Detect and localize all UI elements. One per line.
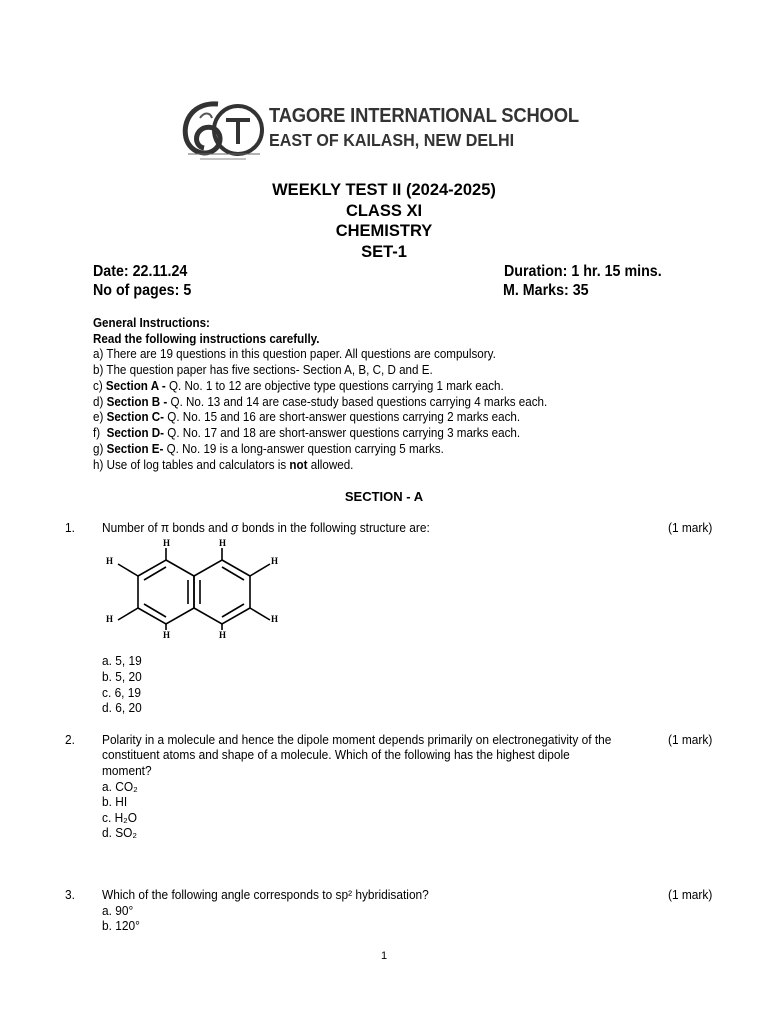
instruction-e: e) Section C- Q. No. 15 and 16 are short-answer questions carrying 2 marks each.: [93, 410, 521, 424]
instruction-d: d) Section B - Q. No. 13 and 14 are case-study based questions carrying 4 marks each.: [93, 395, 548, 409]
exam-date: Date: 22.11.24: [93, 263, 188, 280]
hydrogen-atom-label: H: [271, 614, 279, 624]
hydrogen-atom-label: H: [219, 538, 227, 548]
instructions-heading: General Instructions:: [93, 316, 210, 330]
question-2-marks: (1 mark): [668, 732, 713, 747]
set-title: SET-1: [361, 243, 407, 261]
instruction-g: g) Section E- Q. No. 19 is a long-answer question carrying 5 marks.: [93, 442, 444, 456]
question-3-text: Which of the following angle corresponds to sp² hybridisation?: [102, 887, 429, 902]
instruction-a: a) There are 19 questions in this question paper. All questions are compulsory.: [93, 347, 496, 361]
instruction-c: c) Section A - Q. No. 1 to 12 are objective type questions carrying 1 mark each.: [93, 379, 504, 393]
school-address: EAST OF KAILASH, NEW DELHI: [269, 130, 515, 150]
instructions-subheading: Read the following instructions carefully.: [93, 332, 320, 346]
school-logo: [180, 98, 266, 164]
question-3-option-a: a. 90°: [102, 903, 134, 918]
hydrogen-atom-label: H: [163, 630, 171, 638]
section-a-title: SECTION - A: [344, 489, 424, 504]
question-2-line-2: constituent atoms and shape of a molecule. Which of the following has the highest dipole: [102, 747, 570, 762]
subject-title: CHEMISTRY: [335, 222, 433, 240]
instruction-f: f) Section D- Q. No. 17 and 18 are short-answer questions carrying 3 marks each.: [93, 426, 521, 440]
question-3-number: 3.: [65, 887, 75, 902]
school-name: TAGORE INTERNATIONAL SCHOOL: [269, 105, 579, 127]
question-2-option-a: a. CO₂: [102, 779, 138, 794]
question-1-text: Number of π bonds and σ bonds in the following structure are:: [102, 520, 430, 535]
question-1-option-c: c. 6, 19: [102, 685, 142, 700]
naphthalene-structure: [104, 538, 284, 638]
question-3-marks: (1 mark): [668, 887, 713, 902]
hydrogen-atom-label: H: [219, 630, 227, 638]
question-3-option-b: b. 120°: [102, 918, 140, 933]
question-1-option-d: d. 6, 20: [102, 700, 142, 715]
question-1-marks: (1 mark): [668, 520, 713, 535]
question-1-option-b: b. 5, 20: [102, 669, 142, 684]
hydrogen-atom-label: H: [163, 538, 171, 548]
hydrogen-atom-label: H: [271, 556, 279, 566]
question-1-option-a: a. 5, 19: [102, 653, 142, 668]
exam-duration: Duration: 1 hr. 15 mins.: [504, 263, 662, 280]
question-2-number: 2.: [65, 732, 75, 747]
test-title: WEEKLY TEST II (2024-2025): [272, 181, 496, 199]
question-2-line-1: Polarity in a molecule and hence the dipole moment depends primarily on electronegativity of the: [102, 732, 612, 747]
instruction-b: b) The question paper has five sections- Section A, B, C, D and E.: [93, 363, 433, 377]
hydrogen-atom-label: H: [106, 614, 114, 624]
hydrogen-atom-label: H: [106, 556, 114, 566]
page-count: No of pages: 5: [93, 282, 192, 299]
page-number: 1: [380, 950, 388, 962]
question-2-option-c: c. H₂O: [102, 810, 138, 825]
instruction-h: h) Use of log tables and calculators is not allowed.: [93, 458, 354, 472]
class-title: CLASS XI: [345, 202, 423, 220]
question-2-option-b: b. HI: [102, 794, 128, 809]
max-marks: M. Marks: 35: [503, 282, 589, 299]
question-2-option-d: d. SO₂: [102, 825, 138, 840]
question-1-number: 1.: [65, 520, 75, 535]
question-2-line-3: moment?: [102, 763, 152, 778]
